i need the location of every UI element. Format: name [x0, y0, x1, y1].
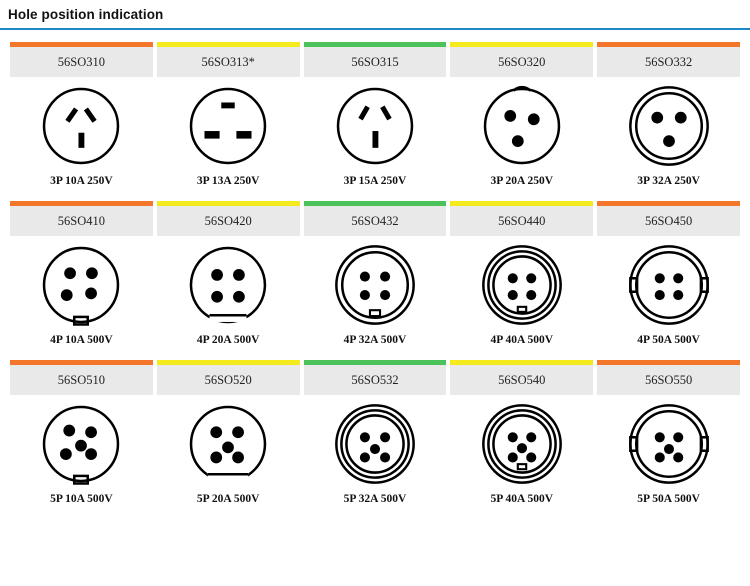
socket-diagram — [8, 395, 155, 493]
product-code[interactable]: 56SO510 — [10, 365, 153, 395]
code-cell — [155, 42, 302, 77]
code-row — [8, 42, 742, 77]
socket-diagram — [155, 395, 302, 493]
socket-caption: 4P 40A 500V — [490, 334, 554, 346]
code-wrap — [304, 201, 447, 236]
socket-row-block — [8, 201, 742, 348]
socket-diagram — [8, 77, 155, 175]
code-row — [8, 360, 742, 395]
socket-caption: 3P 10A 250V — [50, 175, 113, 187]
product-code[interactable]: 56SO420 — [157, 206, 300, 236]
drawing-row — [8, 236, 742, 334]
product-code[interactable]: 56SO532 — [304, 365, 447, 395]
caption-row — [8, 334, 742, 348]
product-code[interactable]: 56SO320 — [450, 47, 593, 77]
socket-diagram — [302, 77, 449, 175]
page-title: Hole position indication — [8, 6, 164, 22]
product-code[interactable]: 56SO520 — [157, 365, 300, 395]
code-wrap — [157, 201, 300, 236]
socket-diagram — [595, 395, 742, 493]
code-wrap — [304, 42, 447, 77]
page-header — [0, 0, 750, 30]
socket-caption: 4P 20A 500V — [196, 334, 260, 346]
code-cell — [448, 360, 595, 395]
socket-diagram — [595, 77, 742, 175]
code-cell — [302, 201, 449, 236]
product-code[interactable]: 56SO450 — [597, 206, 740, 236]
product-code[interactable]: 56SO410 — [10, 206, 153, 236]
socket-diagram — [302, 236, 449, 334]
socket-diagram — [448, 236, 595, 334]
socket-diagram — [8, 236, 155, 334]
code-cell — [8, 201, 155, 236]
socket-caption: 5P 20A 500V — [196, 493, 260, 505]
socket-caption: 5P 40A 500V — [490, 493, 554, 505]
product-code[interactable]: 56SO310 — [10, 47, 153, 77]
product-code[interactable]: 56SO315 — [304, 47, 447, 77]
socket-row-block — [8, 360, 742, 507]
code-wrap — [304, 360, 447, 395]
socket-diagram — [302, 395, 449, 493]
code-cell — [448, 201, 595, 236]
drawing-row — [8, 395, 742, 493]
product-code[interactable]: 56SO432 — [304, 206, 447, 236]
code-cell — [155, 360, 302, 395]
code-cell — [595, 42, 742, 77]
socket-caption: 5P 32A 500V — [343, 493, 407, 505]
code-row — [8, 201, 742, 236]
code-cell — [8, 42, 155, 77]
caption-row — [8, 175, 742, 189]
caption-row — [8, 493, 742, 507]
code-wrap — [157, 42, 300, 77]
product-code[interactable]: 56SO540 — [450, 365, 593, 395]
socket-diagram — [155, 77, 302, 175]
code-wrap — [597, 201, 740, 236]
code-wrap — [10, 201, 153, 236]
code-cell — [448, 42, 595, 77]
product-code[interactable]: 56SO332 — [597, 47, 740, 77]
socket-grid — [0, 42, 750, 507]
socket-caption: 3P 13A 250V — [196, 175, 260, 187]
socket-caption: 5P 50A 500V — [637, 493, 700, 505]
code-wrap — [597, 360, 740, 395]
socket-diagram — [155, 236, 302, 334]
socket-diagram — [595, 236, 742, 334]
code-cell — [302, 42, 449, 77]
socket-caption: 4P 10A 500V — [50, 334, 113, 346]
socket-caption: 3P 15A 250V — [343, 175, 407, 187]
socket-caption: 4P 32A 500V — [343, 334, 407, 346]
code-cell — [155, 201, 302, 236]
code-wrap — [450, 201, 593, 236]
socket-diagram — [448, 395, 595, 493]
code-cell — [8, 360, 155, 395]
socket-row-block — [8, 42, 742, 189]
socket-caption: 4P 50A 500V — [637, 334, 700, 346]
socket-caption: 3P 32A 250V — [637, 175, 700, 187]
socket-diagram — [448, 77, 595, 175]
code-cell — [302, 360, 449, 395]
code-wrap — [10, 42, 153, 77]
product-code[interactable]: 56SO440 — [450, 206, 593, 236]
socket-caption: 5P 10A 500V — [50, 493, 113, 505]
code-wrap — [10, 360, 153, 395]
product-code[interactable]: 56SO550 — [597, 365, 740, 395]
drawing-row — [8, 77, 742, 175]
code-wrap — [157, 360, 300, 395]
product-code[interactable]: 56SO313* — [157, 47, 300, 77]
socket-caption: 3P 20A 250V — [490, 175, 554, 187]
code-cell — [595, 360, 742, 395]
code-wrap — [597, 42, 740, 77]
code-wrap — [450, 42, 593, 77]
code-wrap — [450, 360, 593, 395]
code-cell — [595, 201, 742, 236]
